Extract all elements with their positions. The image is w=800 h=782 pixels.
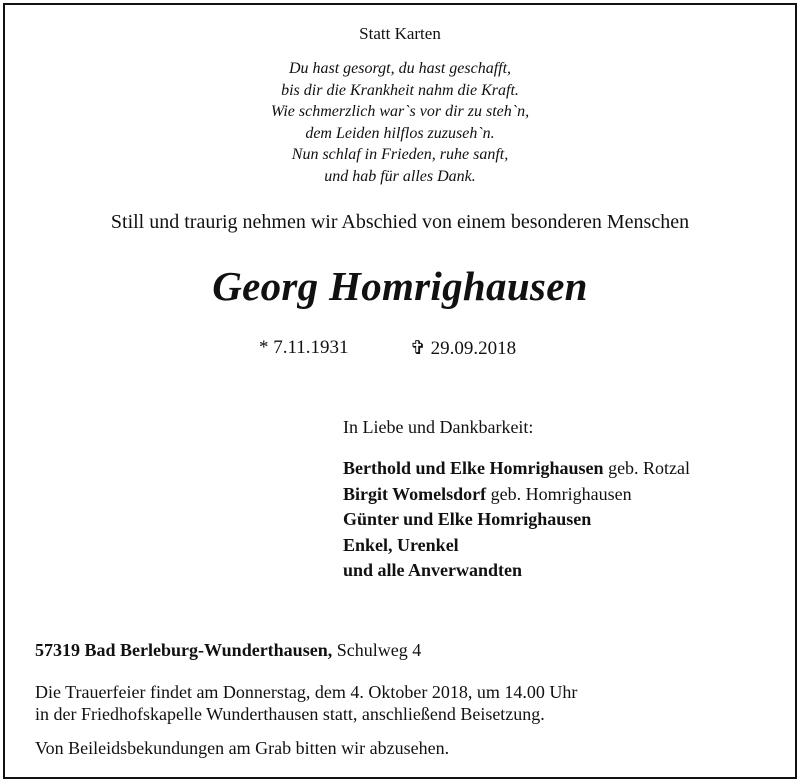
poem-line: Du hast gesorgt, du hast geschafft, [288, 60, 512, 77]
mourner-note: geb. Rotzal [603, 458, 691, 478]
mourner-row [343, 482, 690, 508]
poem-line: und hab für alles Dank. [324, 167, 476, 185]
ceremony-info [35, 682, 577, 725]
mourner-name: Birgit Womelsdorf [343, 483, 487, 504]
mourner-name: Enkel, Urenkel [343, 534, 459, 555]
mourner-name: Berthold und Elke Homrighausen [343, 458, 604, 478]
mourner-row [343, 558, 690, 584]
header-text: Statt Karten [359, 24, 441, 43]
address [35, 640, 421, 661]
birth-date: * 7.11.1931 [259, 337, 349, 358]
death-date: ✞ 29.09.2018 [410, 338, 517, 359]
poem-line: Nun schlaf in Frieden, ruhe sanft, [291, 146, 509, 163]
deceased-name: Georg Homrighausen [212, 263, 588, 309]
ceremony-line: in der Friedhofskapelle Wunderthausen statt, anschließend Beisetzung. [35, 703, 545, 724]
condolence-note: Von Beileidsbekundungen am Grab bitten wir abzusehen. [35, 738, 450, 758]
poem-line: Wie schmerzlich war`s vor dir zu steh`n, [270, 103, 530, 120]
mourner-row [343, 456, 690, 482]
mourner-note: geb. Homrighausen [486, 483, 632, 504]
address-street: Schulweg 4 [332, 640, 422, 660]
mourner-name: und alle Anverwandten [343, 560, 523, 580]
poem-line: bis dir die Krankheit nahm die Kraft. [281, 81, 519, 99]
poem [0, 58, 800, 187]
love-line: In Liebe und Dankbarkeit: [343, 417, 534, 437]
mourner-list [343, 456, 690, 584]
poem-line: dem Leiden hilflos zuzuseh`n. [305, 124, 495, 142]
intro-text: Still und traurig nehmen wir Abschied von einem besonderen Menschen [110, 211, 690, 233]
ceremony-line: Die Trauerfeier findet am Donnerstag, dem 4. Oktober 2018, um 14.00 Uhr [35, 682, 578, 702]
tree-landscape-icon [62, 368, 324, 598]
mourner-row [343, 507, 690, 533]
mourner-name: Günter und Elke Homrighausen [343, 509, 592, 529]
address-place: 57319 Bad Berleburg-Wunderthausen, [35, 640, 333, 660]
mourner-row [343, 533, 690, 559]
